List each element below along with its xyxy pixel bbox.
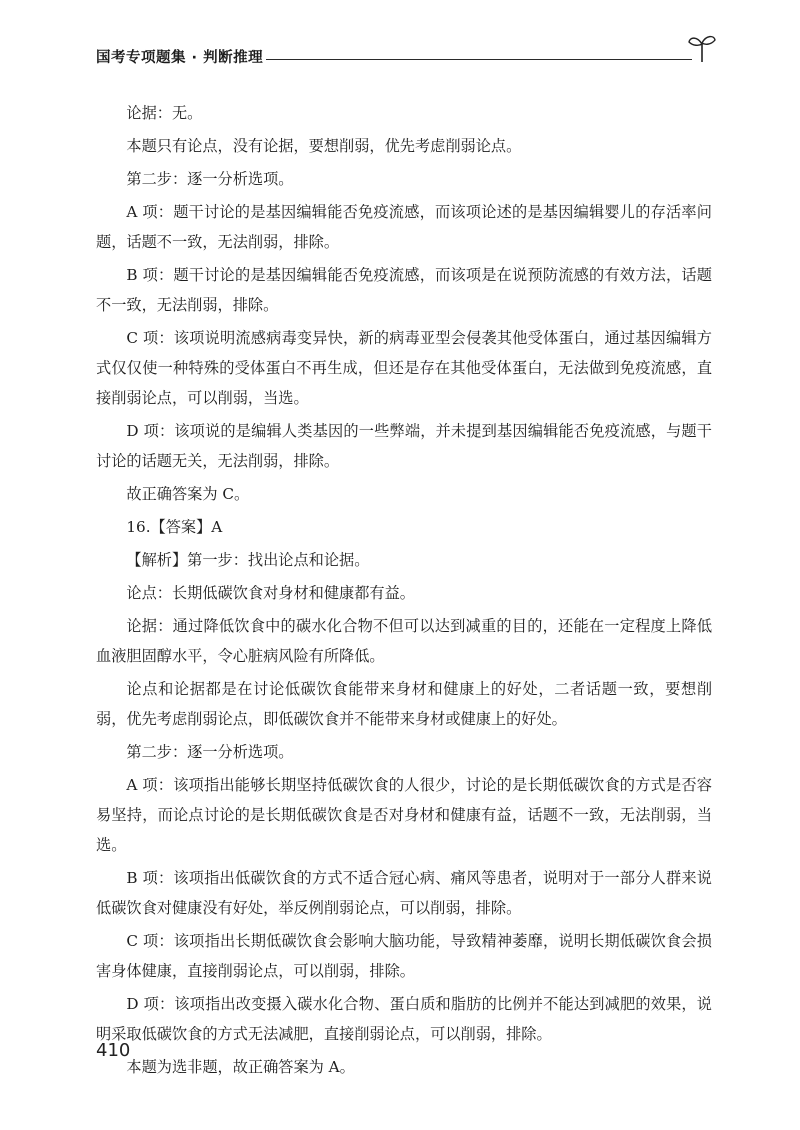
paragraph: C 项：该项说明流感病毒变异快，新的病毒亚型会侵袭其他受体蛋白，通过基因编辑方式仅仅使一种特殊的受体蛋白不再生成，但还是存在其他受体蛋白，无法做到免疫流感，直接削弱论点，可以削弱，当选。 xyxy=(96,329,712,407)
paragraph: C 项：该项指出长期低碳饮食会影响大脑功能，导致精神萎靡，说明长期低碳饮食会损害身体健康，直接削弱论点，可以削弱，排除。 xyxy=(96,932,712,980)
page-number: 410 xyxy=(96,1040,131,1061)
paragraph: D 项：该项说的是编辑人类基因的一些弊端，并未提到基因编辑能否免疫流感，与题干讨论的话题无关，无法削弱，排除。 xyxy=(96,422,712,470)
paragraph: 论据：通过降低饮食中的碳水化合物不但可以达到减重的目的，还能在一定程度上降低血液胆固醇水平，令心脏病风险有所降低。 xyxy=(96,617,712,665)
paragraph: 第二步：逐一分析选项。 xyxy=(126,743,294,761)
header-title: 国考专项题集 · 判断推理 xyxy=(96,50,264,66)
paragraph: A 项：题干讨论的是基因编辑能否免疫流感，而该项论述的是基因编辑婴儿的存活率问题，话题不一致，无法削弱，排除。 xyxy=(96,203,712,251)
paragraph: B 项：该项指出低碳饮食的方式不适合冠心病、痛风等患者，说明对于一部分人群来说低碳饮食对健康没有好处，举反例削弱论点，可以削弱，排除。 xyxy=(96,869,712,917)
paragraph: 本题为选非题，故正确答案为 A。 xyxy=(126,1058,355,1076)
paragraph: D 项：该项指出改变摄入碳水化合物、蛋白质和脂肪的比例并不能达到减肥的效果，说明采取低碳饮食的方式无法减肥，直接削弱论点，可以削弱，排除。 xyxy=(96,995,712,1043)
paragraph: B 项：题干讨论的是基因编辑能否免疫流感，而该项是在说预防流感的有效方法，话题不一致，无法削弱，排除。 xyxy=(96,266,712,314)
running-header xyxy=(96,46,712,72)
answer-heading: 16.【答案】A xyxy=(126,518,223,536)
paragraph: 论点：长期低碳饮食对身材和健康都有益。 xyxy=(126,584,415,602)
body-text xyxy=(96,98,712,1085)
paragraph: 论据：无。 xyxy=(126,104,203,122)
paragraph: 故正确答案为 C。 xyxy=(126,485,250,503)
paragraph: 论点和论据都是在讨论低碳饮食能带来身材和健康上的好处，二者话题一致，要想削弱，优先考虑削弱论点，即低碳饮食并不能带来身材或健康上的好处。 xyxy=(96,680,712,728)
paragraph: A 项：该项指出能够长期坚持低碳饮食的人很少，讨论的是长期低碳饮食的方式是否容易坚持，而论点讨论的是长期低碳饮食是否对身材和健康有益，话题不一致，无法削弱，当选。 xyxy=(96,776,712,854)
sprout-icon xyxy=(687,32,717,64)
paragraph: 本题只有论点，没有论据，要想削弱，优先考虑削弱论点。 xyxy=(126,137,522,155)
analysis-heading: 【解析】第一步：找出论点和论据。 xyxy=(126,551,370,569)
paragraph: 第二步：逐一分析选项。 xyxy=(126,170,294,188)
header-rule xyxy=(266,59,692,60)
